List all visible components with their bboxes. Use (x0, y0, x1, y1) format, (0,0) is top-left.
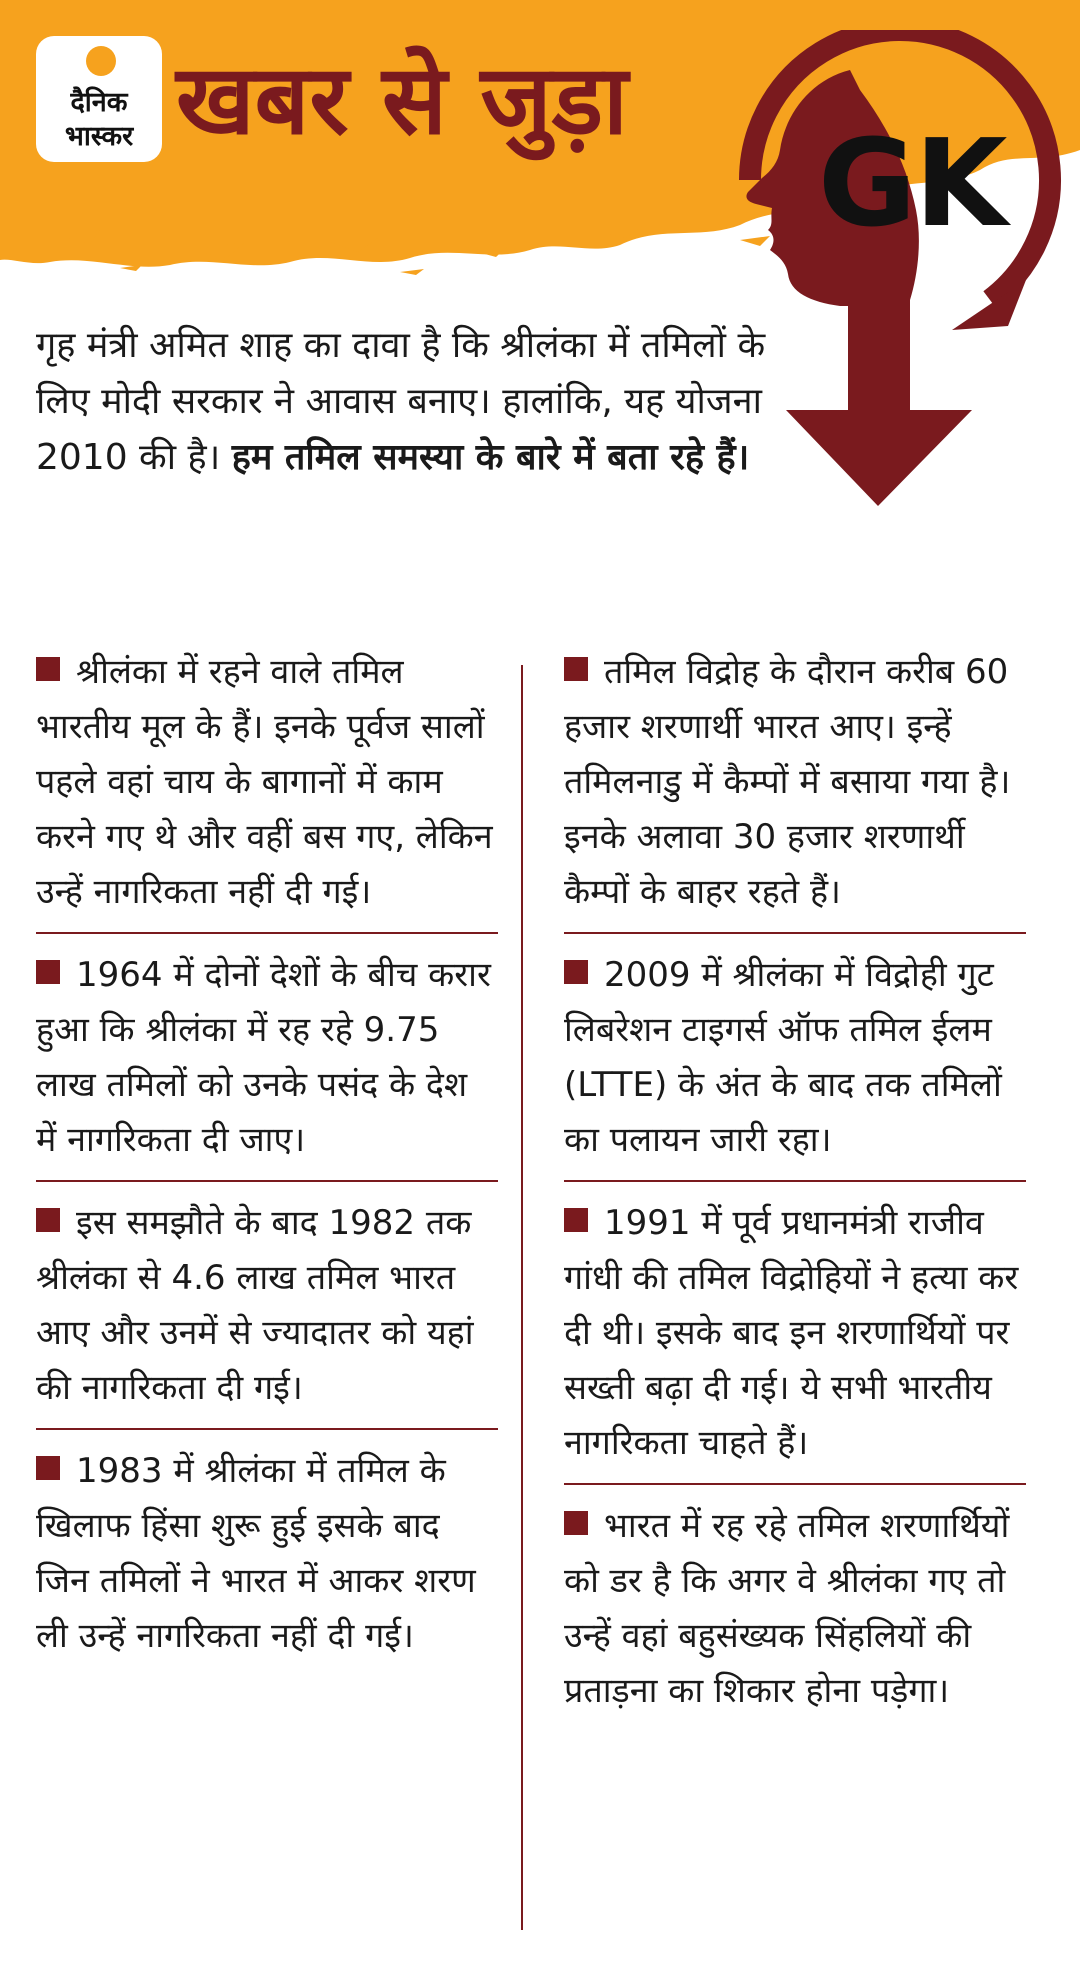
fact-item (36, 948, 498, 1168)
fact-text: 1991 में पूर्व प्रधानमंत्री राजीव गांधी की तमिल विद्रोहियों ने हत्या कर दी थी। इसके बाद इन शरणार्थियों पर सख्ती बढ़ा दी गई। ये सभी भारतीय नागरिकता चाहते हैं। (564, 1203, 1019, 1463)
divider (564, 1483, 1026, 1485)
bullet-square-icon (564, 657, 588, 681)
fact-item (564, 645, 1026, 920)
fact-item (36, 645, 498, 920)
bullet-square-icon (36, 1208, 60, 1232)
fact-item (36, 1444, 498, 1664)
right-column (564, 645, 1026, 1719)
column-divider (521, 665, 523, 1930)
header-title: खबर से जुड़ा (176, 44, 628, 156)
bullet-square-icon (36, 1456, 60, 1480)
divider (36, 1428, 498, 1430)
sun-icon (86, 46, 116, 76)
bullet-square-icon (564, 960, 588, 984)
fact-text: तमिल विद्रोह के दौरान करीब 60 हजार शरणार्थी भारत आए। इन्हें तमिलनाडु में कैम्पों में बसाया गया है। इनके अलावा 30 हजार शरणार्थी कैम्पों के बाहर रहते हैं। (564, 652, 1011, 912)
gk-badge: GK (818, 115, 1006, 254)
intro-text: गृह मंत्री अमित शाह का दावा है कि श्रीलंका में तमिलों के लिए मोदी सरकार ने आवास बनाए। हालांकि, यह योजना 2010 की है। (36, 325, 766, 478)
fact-text: 2009 में श्रीलंका में विद्रोही गुट लिबरेशन टाइगर्स ऑफ तमिल ईलम (LTTE) के अंत के बाद तक तमिलों का पलायन जारी रहा। (564, 955, 1002, 1160)
intro-paragraph (36, 318, 796, 486)
fact-text: श्रीलंका में रहने वाले तमिल भारतीय मूल के हैं। इनके पूर्वज सालों पहले वहां चाय के बागानों में काम करने गए थे और वहीं बस गए, लेकिन उन्हें नागरिकता नहीं दी गई। (36, 652, 493, 912)
bullet-square-icon (564, 1511, 588, 1535)
divider (564, 1180, 1026, 1182)
fact-text: 1983 में श्रीलंका में तमिल के खिलाफ हिंसा शुरू हुई इसके बाद जिन तमिलों ने भारत में आकर शरण ली उन्हें नागरिकता नहीं दी गई। (36, 1451, 476, 1656)
bullet-square-icon (564, 1208, 588, 1232)
logo-line-1: दैनिक (70, 87, 128, 118)
fact-item (564, 1499, 1026, 1719)
dainik-bhaskar-logo (36, 36, 162, 162)
intro-bold-text: हम तमिल समस्या के बारे में बता रहे हैं। (231, 437, 750, 478)
left-column (36, 645, 498, 1664)
fact-text: इस समझौते के बाद 1982 तक श्रीलंका से 4.6 लाख तमिल भारत आए और उनमें से ज्यादातर को यहां की नागरिकता दी गई। (36, 1203, 474, 1408)
divider (564, 932, 1026, 934)
fact-text: 1964 में दोनों देशों के बीच करार हुआ कि श्रीलंका में रह रहे 9.75 लाख तमिलों को उनके पसंद के देश में नागरिकता दी जाए। (36, 955, 491, 1160)
head-arrow-icon (690, 30, 1080, 590)
divider (36, 1180, 498, 1182)
fact-item (36, 1196, 498, 1416)
fact-text: भारत में रह रहे तमिल शरणार्थियों को डर है कि अगर वे श्रीलंका गए तो उन्हें वहां बहुसंख्यक सिंहलियों की प्रताड़ना का शिकार होना पड़ेगा। (564, 1506, 1010, 1711)
divider (36, 932, 498, 934)
fact-item (564, 948, 1026, 1168)
fact-item (564, 1196, 1026, 1471)
bullet-square-icon (36, 960, 60, 984)
logo-line-2: भास्कर (64, 121, 134, 152)
bullet-square-icon (36, 657, 60, 681)
